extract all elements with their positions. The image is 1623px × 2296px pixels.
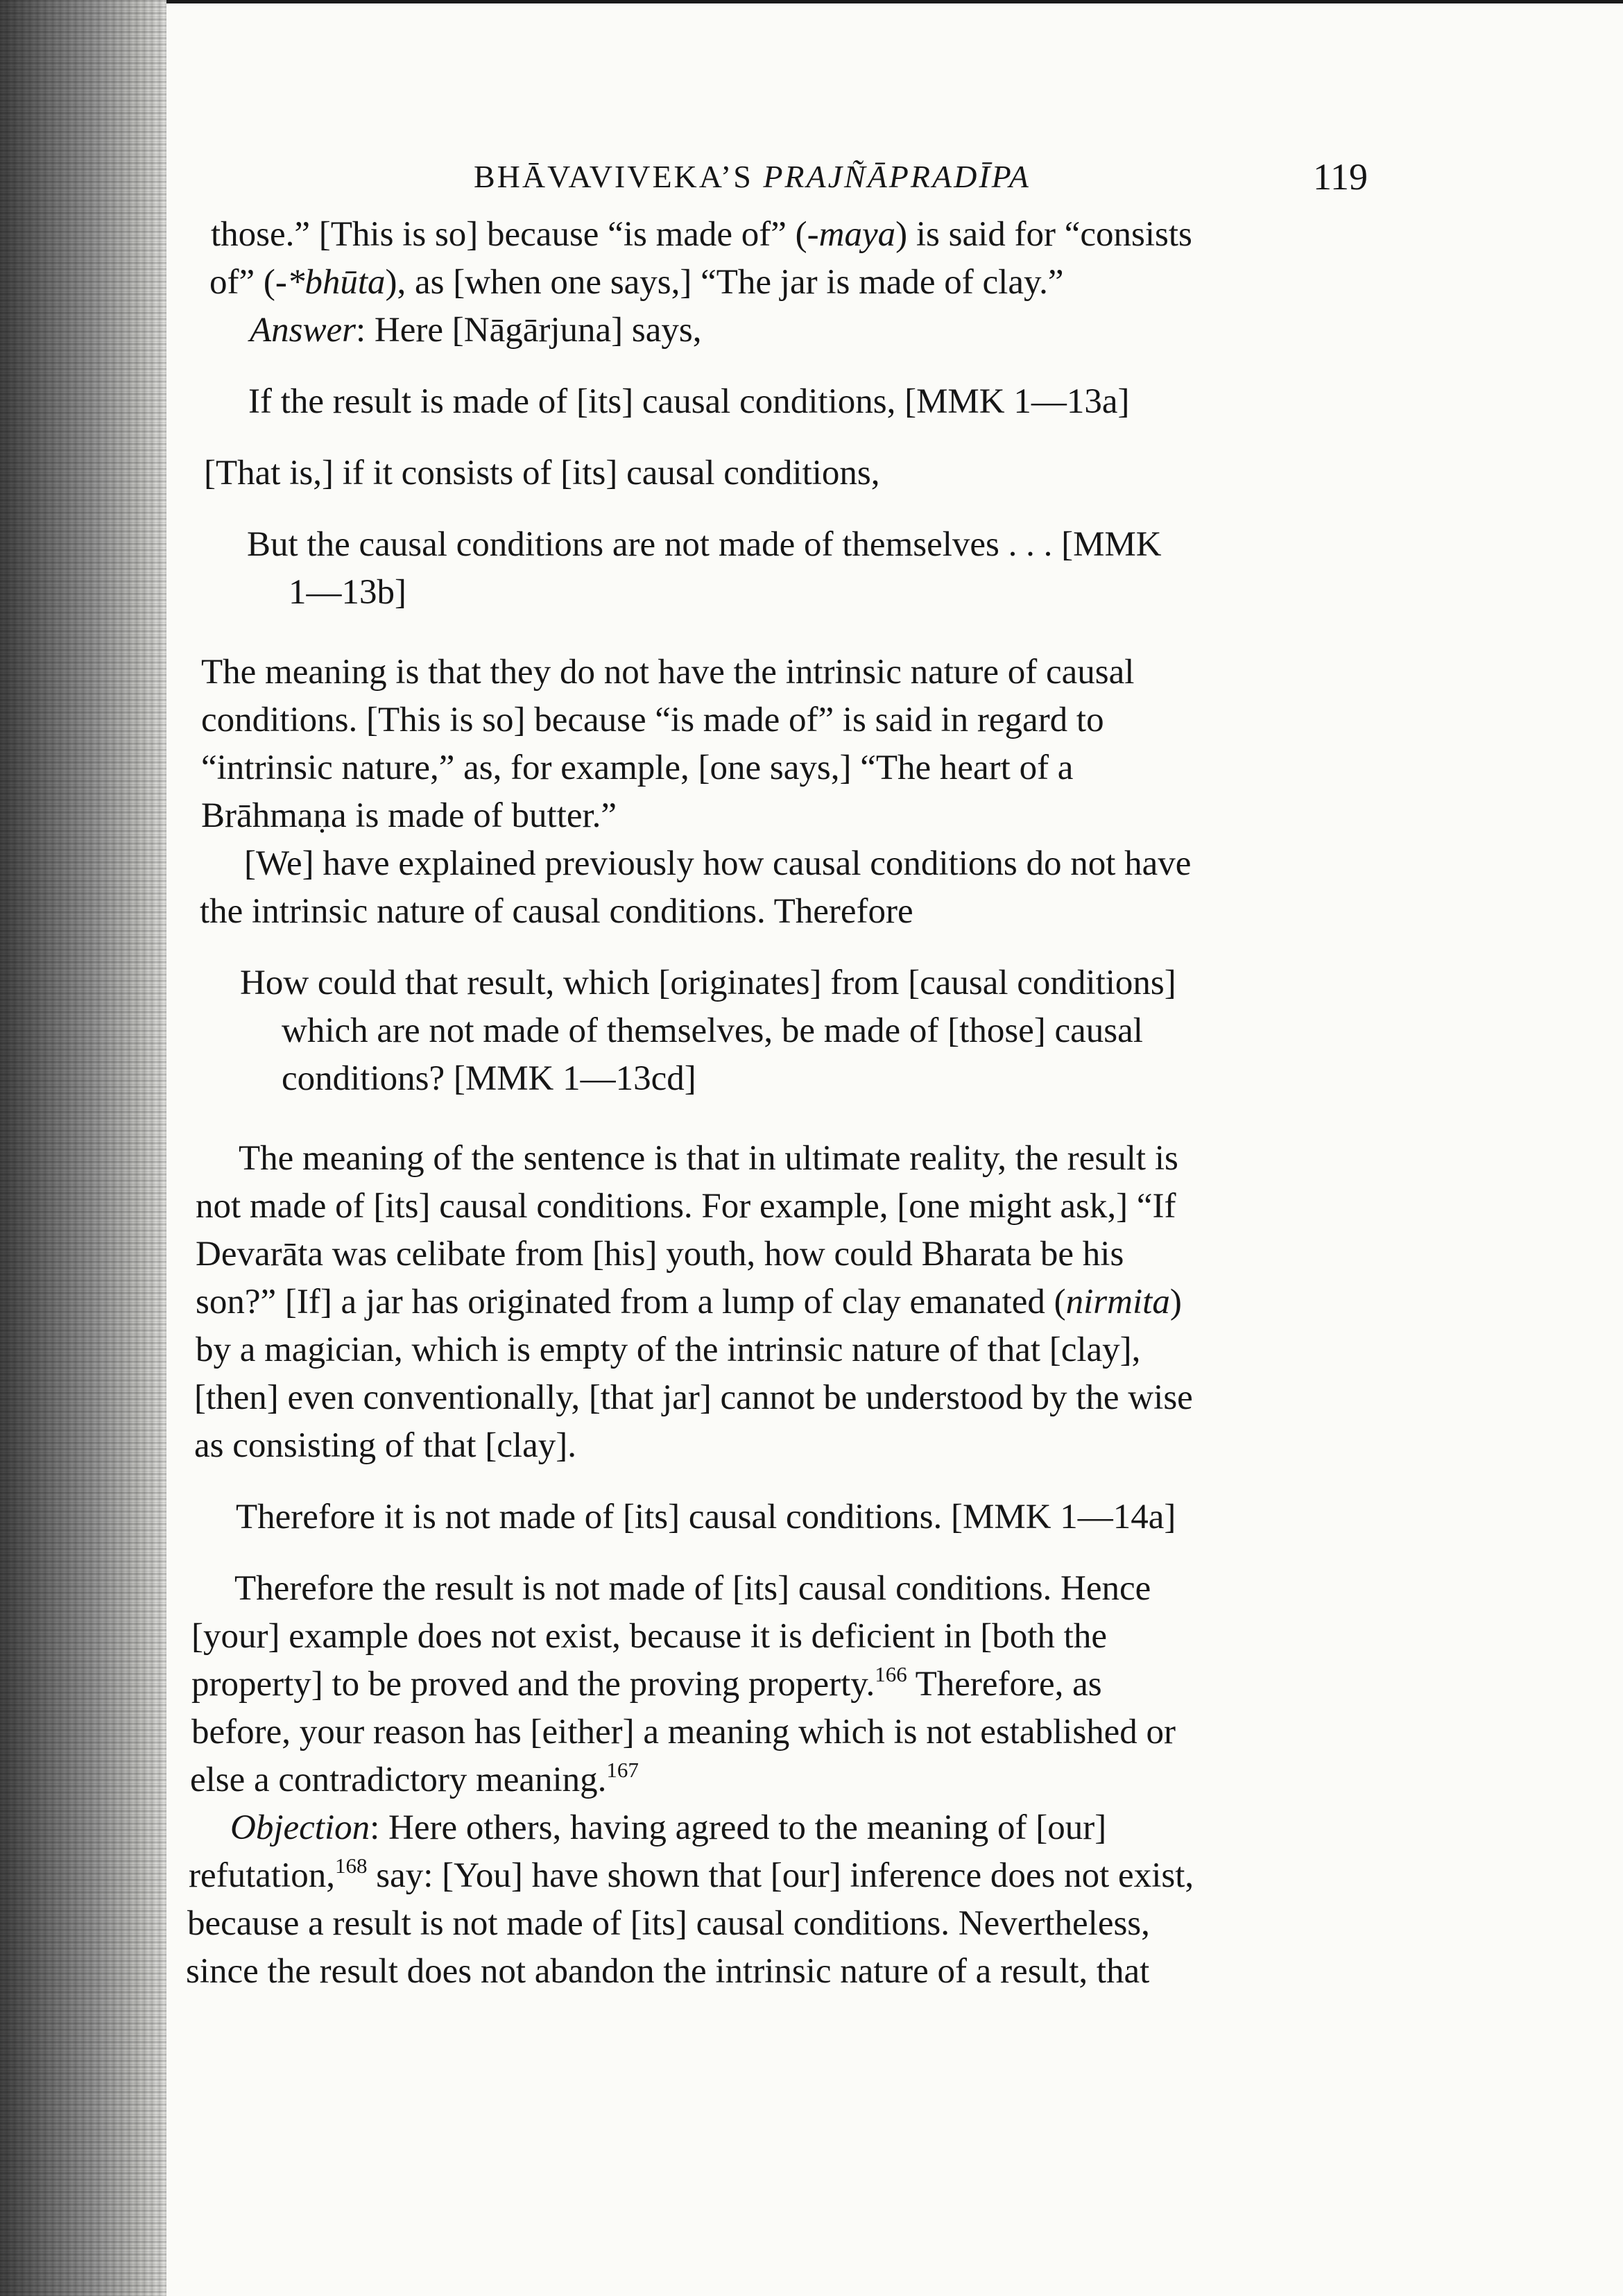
text-line: Objection: Here others, having agreed to the meaning of [our] — [230, 1808, 1107, 1847]
verse-line: 1—13b] — [289, 573, 406, 612]
text-line: else a contradictory meaning.$^{167}$ — [190, 1758, 639, 1799]
text-line: property] to be proved and the proving property.$^{166}$ Therefore, as — [191, 1662, 1102, 1704]
text-line: [That is,] if it consists of [its] causal conditions, — [204, 454, 880, 492]
text-line: Answer: Here [Nāgārjuna] says, — [250, 311, 702, 350]
verse-line: But the causal conditions are not made of themselves . . . [MMK — [247, 525, 1162, 564]
text-line: Therefore the result is not made of [its] causal conditions. Hence — [234, 1569, 1151, 1608]
text-line: The meaning of the sentence is that in ultimate reality, the result is — [239, 1139, 1178, 1178]
footnote-ref-167[interactable]: 167 — [606, 1758, 639, 1782]
text-line: before, your reason has [either] a meaning which is not established or — [191, 1713, 1176, 1751]
verse-line: conditions? [MMK 1—13cd] — [282, 1059, 696, 1098]
verse-line: How could that result, which [originates] from [causal conditions] — [240, 963, 1176, 1002]
running-head-title — [474, 158, 1031, 195]
text-line: [your] example does not exist, because it is deficient in [both the — [191, 1617, 1107, 1656]
verse-line: If the result is made of [its] causal conditions, [MMK 1—13a] — [248, 382, 1130, 421]
text-line: because a result is not made of [its] causal conditions. Nevertheless, — [187, 1904, 1150, 1943]
text-line: “intrinsic nature,” as, for example, [one says,] “The heart of a — [201, 748, 1074, 787]
text-line: [then] even conventionally, [that jar] cannot be understood by the wise — [194, 1378, 1193, 1417]
text-line: The meaning is that they do not have the intrinsic nature of causal — [201, 653, 1135, 692]
running-head-work: PRAJÑĀPRADĪPA — [763, 159, 1031, 194]
verse-line: Therefore it is not made of [its] causal conditions. [MMK 1—14a] — [236, 1498, 1176, 1536]
text-line: those.” [This is so] because “is made of” (-maya) is said for “consists — [211, 215, 1192, 254]
text-line: son?” [If] a jar has originated from a lump of clay emanated (nirmita) — [196, 1283, 1182, 1321]
text-line: Brāhmaṇa is made of butter.” — [201, 796, 617, 835]
running-head — [186, 144, 1379, 211]
text-line: conditions. [This is so] because “is made of” is said in regard to — [201, 701, 1104, 739]
text-line: as consisting of that [clay]. — [194, 1426, 576, 1465]
verse-line: which are not made of themselves, be made of [those] causal — [282, 1011, 1143, 1050]
text-line: [We] have explained previously how causal conditions do not have — [244, 844, 1192, 883]
text-line: the intrinsic nature of causal conditions. Therefore — [200, 892, 913, 931]
footnote-ref-168[interactable]: 168 — [335, 1853, 368, 1878]
text-line: Devarāta was celibate from [his] youth, how could Bharata be his — [196, 1235, 1124, 1274]
book-page — [186, 144, 1379, 1996]
book-gutter-shadow — [0, 0, 166, 2296]
text-line: since the result does not abandon the intrinsic nature of a result, that — [186, 1952, 1150, 1991]
footnote-ref-166[interactable]: 166 — [875, 1662, 907, 1686]
running-head-author: BHĀVAVIVEKA’S — [474, 159, 753, 194]
text-line: not made of [its] causal conditions. For example, [one might ask,] “If — [196, 1187, 1176, 1226]
text-line: of” (-*bhūta), as [when one says,] “The jar is made of clay.” — [209, 263, 1064, 302]
text-line: by a magician, which is empty of the intrinsic nature of that [clay], — [196, 1330, 1141, 1369]
page-number: 119 — [1313, 156, 1368, 198]
top-border — [0, 0, 1623, 3]
text-line: refutation,$^{168}$ say: [You] have shown that [our] inference does not exist, — [189, 1853, 1194, 1895]
